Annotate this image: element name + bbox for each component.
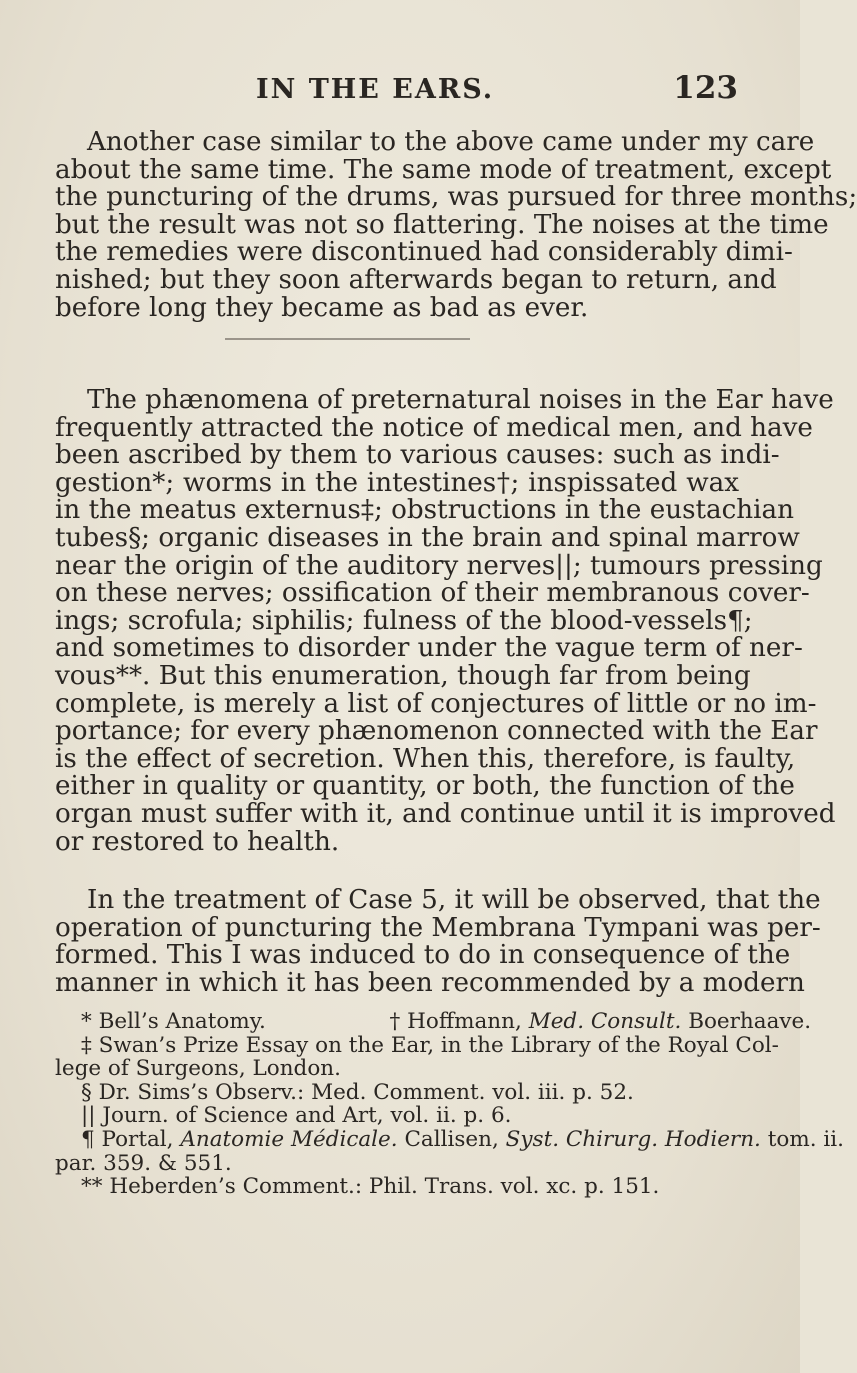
footnotes	[55, 1009, 844, 1200]
text-line: but the result was not so flattering. The noises at the time	[55, 209, 829, 240]
paragraph-treatment	[55, 885, 821, 998]
text-line: or restored to health.	[55, 826, 340, 857]
text-line: been ascribed by them to various causes: such as indi-	[55, 440, 780, 471]
text-line: ings; scrofula; siphilis; fulness of the blood-vessels¶;	[55, 605, 753, 636]
text-line: before long they became as bad as ever.	[55, 292, 589, 323]
running-head	[256, 70, 738, 110]
footnote: lege of Surgeons, London.	[55, 1056, 341, 1082]
footnote: ** Heberden’s Comment.: Phil. Trans. vol. xc. p. 151.	[81, 1174, 660, 1200]
footnote-text: Boerhaave.	[688, 1009, 812, 1034]
footnote-text: † Hoffmann,	[389, 1009, 522, 1034]
text-line: complete, is merely a list of conjectures of little or no im-	[55, 688, 817, 719]
footnote-text: * Bell’s Anatomy.	[81, 1009, 266, 1034]
text-line: about the same time. The same mode of treatment, except	[55, 154, 832, 185]
text-line: manner in which it has been recommended by a modern	[55, 967, 805, 998]
footnote-italic: Med. Consult.	[528, 1009, 682, 1034]
paragraph-phenomena	[55, 385, 836, 857]
text-line: nished; but they soon afterwards began to return, and	[55, 264, 777, 295]
footnote: § Dr. Sims’s Observ.: Med. Comment. vol. iii. p. 52.	[81, 1079, 634, 1105]
page-number: 123	[673, 70, 738, 106]
footnote-text: ¶ Portal,	[81, 1126, 174, 1152]
section-divider	[225, 338, 470, 340]
text-line: the puncturing of the drums, was pursued for three months;	[55, 182, 857, 213]
text-line: tubes§; organic diseases in the brain and spinal marrow	[55, 522, 800, 553]
footnote: ‡ Swan’s Prize Essay on the Ear, in the Library of the Royal Col-	[81, 1032, 779, 1058]
text-line: and sometimes to disorder under the vague term of ner-	[55, 633, 803, 664]
text-line: near the origin of the auditory nerves||; tumours pressing	[55, 550, 823, 581]
text-line: Another case similar to the above came under my care	[87, 127, 815, 157]
footnote-italic: Anatomie Médicale.	[180, 1126, 398, 1152]
footnote	[55, 1009, 812, 1034]
text-line: on these nerves; ossification of their membranous cover-	[55, 578, 810, 609]
footnote-text: Callisen,	[404, 1126, 499, 1152]
text-line: in the meatus externus‡; obstructions in the eustachian	[55, 495, 795, 526]
text-line: In the treatment of Case 5, it will be observed, that the	[87, 885, 821, 915]
text-line: frequently attracted the notice of medical men, and have	[55, 412, 813, 443]
text-line: gestion*; worms in the intestines†; inspissated wax	[55, 467, 739, 498]
footnote	[55, 1126, 844, 1152]
text-line: portance; for every phænomenon connected with the Ear	[55, 716, 818, 747]
running-head-title: IN THE EARS.	[256, 74, 495, 105]
text-line: either in quality or quantity, or both, the function of the	[55, 771, 795, 802]
text-line: formed. This I was induced to do in consequence of the	[55, 940, 791, 971]
text-line: is the effect of secretion. When this, therefore, is faulty,	[55, 743, 796, 774]
paragraph-case-report	[55, 127, 857, 323]
text-line: vous**. But this enumeration, though far from being	[55, 660, 751, 691]
footnote-italic: Syst. Chirurg. Hodiern.	[505, 1126, 761, 1152]
footnote: || Journ. of Science and Art, vol. ii. p. 6.	[81, 1103, 512, 1129]
text-line: organ must suffer with it, and continue until it is improved	[55, 798, 836, 829]
text-line: operation of puncturing the Membrana Tympani was per-	[55, 912, 821, 943]
footnote-text: tom. ii.	[767, 1126, 844, 1152]
text-line: the remedies were discontinued had considerably dimi-	[55, 237, 793, 268]
text-line: The phænomena of preternatural noises in the Ear have	[87, 385, 834, 415]
footnote: par. 359. & 551.	[55, 1150, 232, 1176]
